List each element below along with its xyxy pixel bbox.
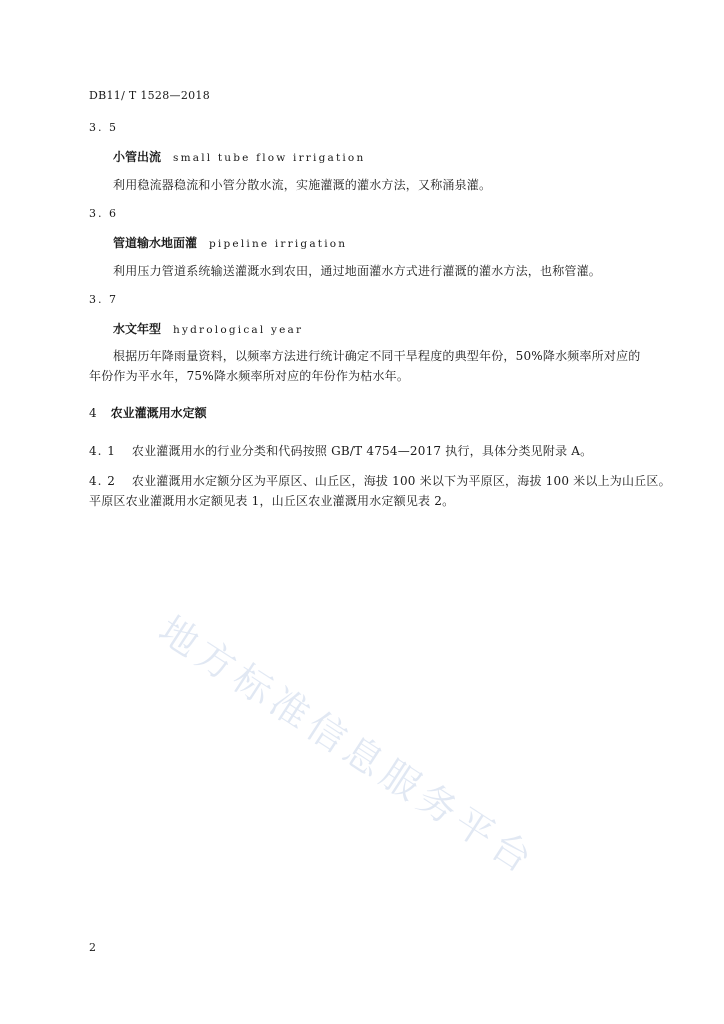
term-definition-line: 根据历年降雨量资料，以频率方法进行统计确定不同干旱程度的典型年份，50%降水频率所对应的: [113, 349, 641, 363]
term-chinese: 水文年型: [113, 322, 162, 336]
term-chinese: 小管出流: [113, 150, 162, 164]
term-english: small tube flow irrigation: [173, 152, 366, 164]
clause-text: 农业灌溉用水的行业分类和代码按照 GB/T 4754—2017 执行，具体分类见附录 A。: [131, 444, 593, 458]
clause-number: 4. 1: [89, 444, 116, 458]
term-definition-line: 年份作为平水年，75%降水频率所对应的年份作为枯水年。: [89, 369, 410, 383]
section-number: 4: [89, 406, 97, 420]
term-number: 3. 5: [89, 121, 118, 134]
clause-text-continuation: 平原区农业灌溉用水定额见表 1，山丘区农业灌溉用水定额见表 2。: [89, 494, 455, 508]
term-chinese: 管道输水地面灌: [113, 236, 198, 250]
clause-number: 4. 2: [89, 474, 116, 488]
term-english: hydrological year: [173, 324, 304, 336]
section-heading: [89, 404, 207, 421]
page-number: 2: [89, 941, 96, 954]
term-number: 3. 7: [89, 293, 118, 306]
clause-4-1: [89, 442, 592, 459]
term-number: 3. 6: [89, 207, 118, 220]
clause-4-2: [89, 472, 671, 489]
term-english: pipeline irrigation: [209, 238, 348, 250]
term-heading: [113, 320, 303, 337]
term-heading: [113, 234, 347, 251]
section-title: 农业灌溉用水定额: [110, 406, 207, 420]
term-heading: [113, 148, 365, 165]
document-header: DB11/ T 1528—2018: [89, 89, 211, 102]
term-definition: 利用压力管道系统输送灌溉水到农田，通过地面灌水方式进行灌溉的灌水方法，也称管灌。: [113, 264, 602, 278]
term-definition: 利用稳流器稳流和小管分散水流，实施灌溉的灌水方法，又称涌泉灌。: [113, 178, 492, 192]
watermark-text: 地方标准信息服务平台: [151, 607, 545, 885]
clause-text: 农业灌溉用水定额分区为平原区、山丘区，海拔 100 米以下为平原区，海拔 100 米以上为山丘区。: [131, 474, 671, 488]
